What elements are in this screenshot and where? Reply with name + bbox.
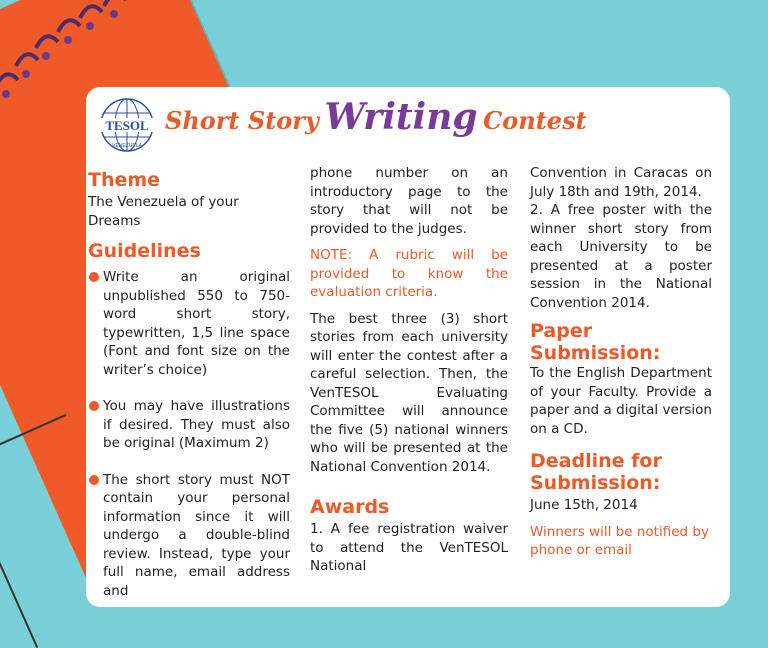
winners-note: Winners will be notified by phone or email	[530, 523, 709, 558]
selection-text: The best three (3) short stories from each university will enter the contest after a careful selection. Then, the VenTESOL Evaluating Committee will announce the five (5) national winners who will be presented at the National Convention 2014.	[310, 310, 508, 475]
paper-submission-text: To the English Department of your Faculty. Provide a paper and a digital version on a CD.	[530, 365, 712, 437]
bullet-dot	[89, 401, 99, 411]
awards-heading: Awards	[310, 496, 390, 518]
paper-submission-heading: Paper Submission:	[530, 320, 661, 364]
column-3	[530, 164, 712, 560]
theme-heading: Theme	[88, 169, 161, 191]
guideline-text: You may have illustrations if desired. They must also be original (Maximum 2)	[103, 398, 290, 451]
deadline-heading-line-1: Deadline for	[530, 450, 662, 472]
bullet-dot	[89, 272, 99, 282]
title-part-short-story: Short Story	[165, 106, 319, 135]
theme-text: The Venezuela of your Dreams	[88, 194, 239, 229]
award-1-text: 1. A fee registration waiver to attend the VenTESOL National	[310, 521, 508, 574]
column-2	[310, 164, 508, 576]
bullet-dot	[89, 475, 99, 485]
convention-date-text: Convention in Caracas on July 18th and 19th, 2014.	[530, 165, 712, 200]
guideline-item	[88, 268, 290, 379]
column-1	[88, 169, 290, 600]
rubric-note: NOTE: A rubric will be provided to know the evaluation criteria.	[310, 247, 508, 300]
deadline-heading-line-2: Submission:	[530, 472, 661, 494]
tesol-venezuela-logo	[98, 97, 156, 153]
guideline-text: The short story must NOT contain your personal information since it will undergo a double-blind review. Instead, type your full name, email address and	[103, 471, 290, 599]
title-part-writing: Writing	[324, 96, 478, 138]
guidelines-heading: Guidelines	[88, 240, 201, 262]
title-part-contest: Contest	[483, 106, 587, 135]
guideline-item	[88, 397, 290, 453]
logo-text-top: TESOL	[105, 118, 149, 133]
logo-text-bottom: VENEZUELA	[112, 143, 142, 149]
guideline-text: Write an original unpublished 550 to 750-word short story, typewritten, 1,5 line space (Font and font size on the writer’s choice)	[103, 269, 290, 378]
contest-title	[165, 96, 587, 144]
guideline-item	[88, 471, 290, 601]
deadline-date: June 15th, 2014	[530, 497, 638, 513]
award-2-text: 2. A free poster with the winner short story from each University to be presented at a poster session in the National Convention 2014.	[530, 202, 712, 311]
contact-info-text: phone number on an introductory page to the story that will not be provided to the judges.	[310, 165, 508, 237]
